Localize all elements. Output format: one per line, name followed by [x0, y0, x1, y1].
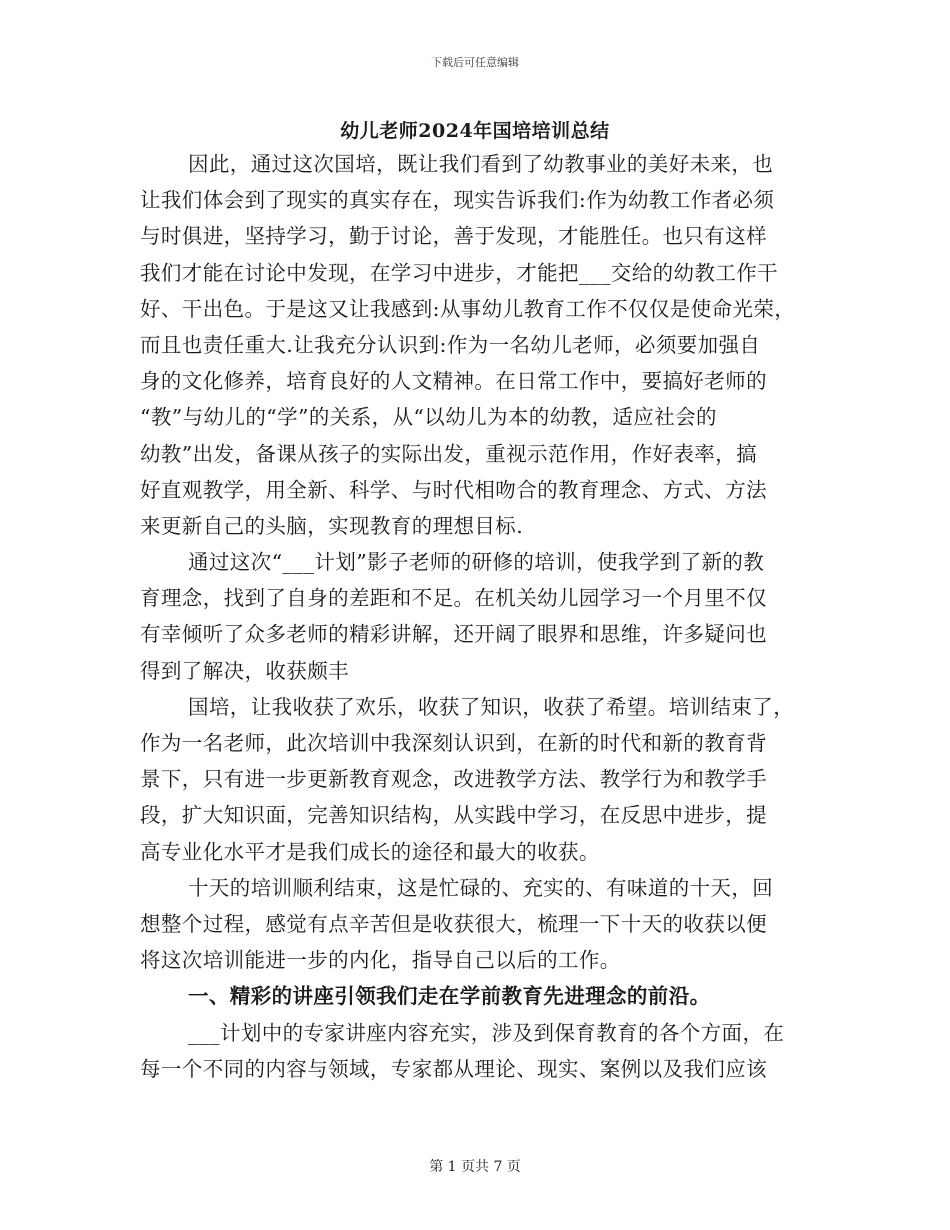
document-title: 幼儿老师2024年国培培训总结	[340, 120, 610, 142]
text-line: 而且也责任重大.让我充分认识到:作为一名幼儿老师，必须要加强自	[140, 332, 761, 357]
text-line: 段，扩大知识面，完善知识结构，从实践中学习，在反思中进步，提	[140, 803, 767, 828]
text-line: “教”与幼儿的“学”的关系，从“以幼儿为本的幼教，适应社会的	[140, 405, 717, 430]
section-heading: 一、精彩的讲座引领我们走在学前教育先进理念的前沿。	[188, 984, 711, 1009]
text-line: 通过这次“___计划”影子老师的研修的培训，使我学到了新的教	[188, 550, 765, 575]
text-line: 有幸倾听了众多老师的精彩讲解，还开阔了眼界和思维，许多疑问也	[140, 622, 767, 647]
text-line: 让我们体会到了现实的真实存在，现实告诉我们:作为幼教工作者必须	[140, 188, 775, 213]
text-line: 与时俱进，坚持学习，勤于讨论，善于发现，才能胜任。也只有这样	[140, 224, 767, 249]
text-line: 幼教”出发，备课从孩子的实际出发，重视示范作用，作好表率，搞	[140, 441, 757, 466]
text-line: 得到了解决，收获颇丰	[140, 658, 349, 683]
text-line: 作为一名老师，此次培训中我深刻认识到，在新的时代和新的教育背	[140, 731, 767, 755]
text-line: 因此，通过这次国培，既让我们看到了幼教事业的美好未来，也	[188, 152, 774, 176]
text-line: 十天的培训顺利结束，这是忙碌的、充实的、有味道的十天，回	[188, 875, 774, 900]
text-line: 好直观教学，用全新、科学、与时代相吻合的教育理念、方式、方法	[140, 477, 767, 502]
text-line: 身的文化修养，培育良好的人文精神。在日常工作中，要搞好老师的	[140, 369, 767, 394]
text-line: 将这次培训能进一步的内化，指导自己以后的工作。	[140, 948, 621, 973]
text-line: 景下，只有进一步更新教育观念，改进教学方法、教学行为和教学手	[140, 767, 767, 792]
text-line: 来更新自己的头脑，实现教育的理想目标.	[140, 513, 524, 538]
page-footer: 第 1 页共 7 页	[429, 1159, 521, 1175]
text-line: 高专业化水平才是我们成长的途径和最大的收获。	[140, 839, 600, 864]
text-line: 我们才能在讨论中发现，在学习中进步，才能把___交给的幼教工作干	[140, 260, 779, 285]
text-line: 想整个过程，感觉有点辛苦但是收获很大，梳理一下十天的收获以便	[140, 911, 767, 936]
document-body	[140, 146, 812, 1087]
header-note: 下载后可任意编辑	[431, 56, 519, 69]
text-line: ___计划中的专家讲座内容充实，涉及到保育教育的各个方面，在	[188, 1020, 785, 1045]
text-line: 国培，让我收获了欢乐，收获了知识，收获了希望。培训结束了，	[188, 694, 795, 719]
text-line: 每一个不同的内容与领域，专家都从理论、现实、案例以及我们应该	[140, 1056, 767, 1081]
text-line: 育理念，找到了自身的差距和不足。在机关幼儿园学习一个月里不仅	[140, 586, 767, 611]
text-line: 好、干出色。于是这又让我感到:从事幼儿教育工作不仅仅是使命光荣，	[140, 296, 796, 321]
